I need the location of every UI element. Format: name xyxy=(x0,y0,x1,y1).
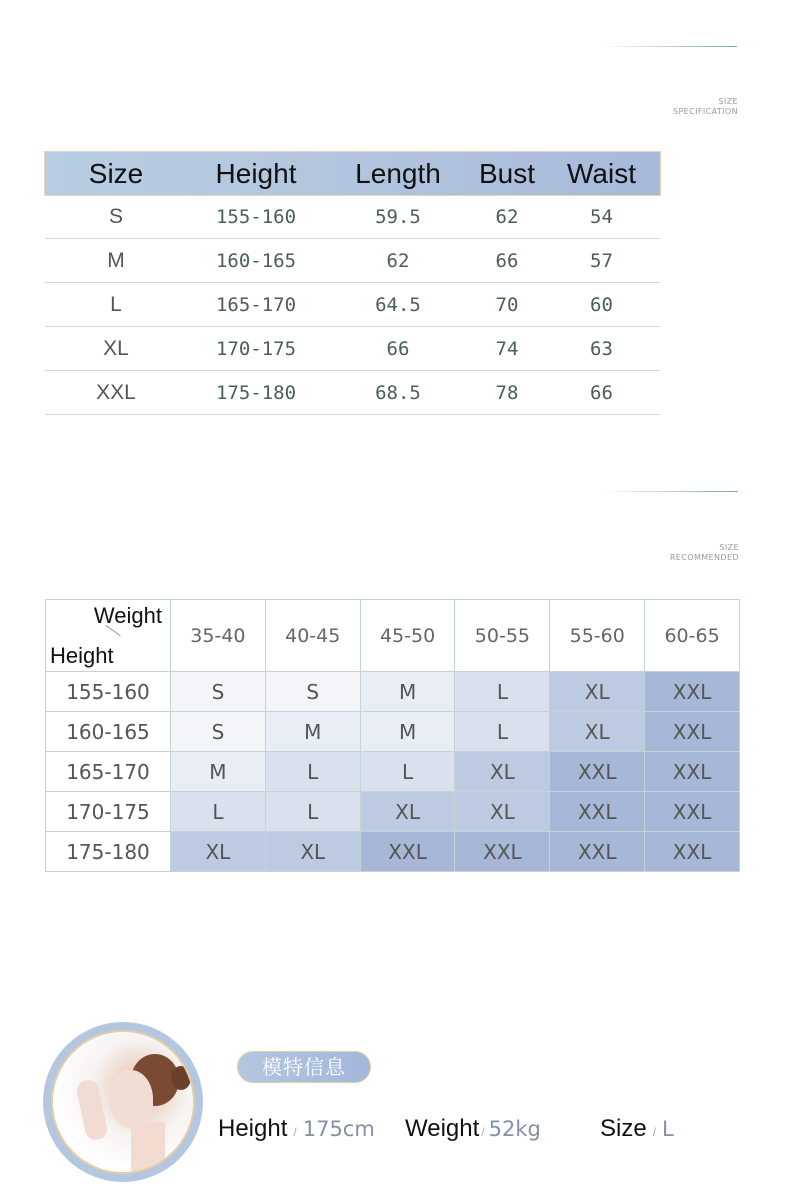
hand-shape xyxy=(75,1078,109,1141)
size-label: Size xyxy=(600,1115,647,1142)
recommended-size-cell: M xyxy=(171,752,266,792)
column-header-bust: Bust xyxy=(478,157,536,189)
table-row xyxy=(45,283,660,327)
table-row xyxy=(46,712,740,752)
decorative-line xyxy=(600,46,737,47)
weight-column-header: 60-65 xyxy=(645,600,740,672)
weight-column-header: 55-60 xyxy=(550,600,645,672)
height-value: 175cm xyxy=(302,1117,375,1141)
cell-length: 59.5 xyxy=(325,195,471,239)
model-avatar xyxy=(43,1022,203,1182)
cell-bust: 66 xyxy=(471,239,543,283)
cell-waist: 66 xyxy=(543,371,660,415)
cell-size: L xyxy=(45,283,187,327)
cell-waist: 63 xyxy=(543,327,660,371)
recommended-size-cell: M xyxy=(265,712,360,752)
weight-column-header: 50-55 xyxy=(455,600,550,672)
recommended-size-cell: XXL xyxy=(645,712,740,752)
column-header-waist: Waist xyxy=(567,157,636,189)
corner-height-label: Height xyxy=(50,643,114,668)
height-row-header: 160-165 xyxy=(46,712,171,752)
cell-length: 62 xyxy=(325,239,471,283)
recommended-size-cell: L xyxy=(455,712,550,752)
weight-label: Weight xyxy=(405,1115,480,1142)
recommended-size-cell: L xyxy=(455,672,550,712)
label-line-1: SIZE xyxy=(719,543,739,552)
decorative-line xyxy=(600,491,738,492)
table-row xyxy=(45,371,660,415)
recommended-size-cell: XXL xyxy=(645,672,740,712)
cell-height: 165-170 xyxy=(187,283,325,327)
label-line-2: RECOMMENDED xyxy=(669,553,739,562)
cell-bust: 70 xyxy=(471,283,543,327)
recommended-size-cell: XL xyxy=(455,752,550,792)
table-row xyxy=(45,239,660,283)
weight-column-header: 45-50 xyxy=(360,600,455,672)
recommended-size-cell: XL xyxy=(265,832,360,872)
separator: / xyxy=(652,1125,657,1139)
table-header-row xyxy=(46,600,740,672)
column-header-length: Length xyxy=(355,157,441,189)
section-label-recommended xyxy=(600,543,739,563)
height-row-header: 155-160 xyxy=(46,672,171,712)
cell-length: 66 xyxy=(325,327,471,371)
recommended-size-cell: M xyxy=(360,712,455,752)
cell-height: 155-160 xyxy=(187,195,325,239)
recommended-size-cell: L xyxy=(265,792,360,832)
recommended-size-cell: XL xyxy=(455,792,550,832)
recommended-size-cell: XL xyxy=(171,832,266,872)
separator: / xyxy=(293,1125,297,1139)
height-row-header: 165-170 xyxy=(46,752,171,792)
table-row xyxy=(46,672,740,712)
recommended-size-cell: XXL xyxy=(550,832,645,872)
model-weight-info xyxy=(405,1115,541,1143)
cell-bust: 74 xyxy=(471,327,543,371)
table-row xyxy=(46,792,740,832)
separator: / xyxy=(481,1125,485,1139)
size-specification-table xyxy=(45,152,660,415)
cell-size: S xyxy=(45,195,187,239)
cell-bust: 78 xyxy=(471,371,543,415)
cell-length: 64.5 xyxy=(325,283,471,327)
recommended-size-cell: L xyxy=(360,752,455,792)
model-photo xyxy=(51,1030,195,1174)
cell-size: XXL xyxy=(45,371,187,415)
table-row xyxy=(46,832,740,872)
weight-value: 52kg xyxy=(488,1117,541,1141)
weight-column-header: 40-45 xyxy=(265,600,360,672)
recommended-size-cell: XXL xyxy=(360,832,455,872)
recommended-size-cell: XXL xyxy=(550,792,645,832)
column-header-size: Size xyxy=(88,157,144,189)
cell-waist: 54 xyxy=(543,195,660,239)
corner-weight-label: Weight xyxy=(93,603,162,628)
recommended-size-cell: XXL xyxy=(455,832,550,872)
recommended-size-cell: XL xyxy=(550,712,645,752)
recommended-size-cell: L xyxy=(171,792,266,832)
cell-waist: 57 xyxy=(543,239,660,283)
model-height-info xyxy=(218,1115,375,1143)
column-header-height: Height xyxy=(215,157,297,189)
recommended-size-cell: XXL xyxy=(645,752,740,792)
cell-size: M xyxy=(45,239,187,283)
label-line-1: SIZE xyxy=(718,97,738,106)
size-recommendation-table xyxy=(45,599,740,872)
height-row-header: 170-175 xyxy=(46,792,171,832)
weight-column-header: 35-40 xyxy=(171,600,266,672)
cell-bust: 62 xyxy=(471,195,543,239)
hair-bun-shape xyxy=(171,1066,191,1090)
face-shape xyxy=(109,1070,153,1128)
corner-header xyxy=(46,600,171,672)
recommended-size-cell: XL xyxy=(360,792,455,832)
table-row xyxy=(45,327,660,371)
table-header-row xyxy=(45,152,660,195)
recommended-size-cell: S xyxy=(171,672,266,712)
neck-shape xyxy=(131,1122,165,1172)
recommended-size-cell: XXL xyxy=(645,832,740,872)
recommended-size-cell: L xyxy=(265,752,360,792)
cell-height: 175-180 xyxy=(187,371,325,415)
recommended-size-cell: XXL xyxy=(645,792,740,832)
model-size-info xyxy=(600,1115,674,1143)
size-value: L xyxy=(662,1117,674,1141)
height-label: Height xyxy=(218,1115,288,1142)
recommended-size-cell: S xyxy=(265,672,360,712)
cell-length: 68.5 xyxy=(325,371,471,415)
cell-height: 170-175 xyxy=(187,327,325,371)
table-row xyxy=(46,752,740,792)
section-label-specification xyxy=(600,97,738,117)
recommended-size-cell: XL xyxy=(550,672,645,712)
height-row-header: 175-180 xyxy=(46,832,171,872)
recommended-size-cell: M xyxy=(360,672,455,712)
label-line-2: SPECIFICATION xyxy=(672,107,738,116)
cell-height: 160-165 xyxy=(187,239,325,283)
cell-size: XL xyxy=(45,327,187,371)
recommended-size-cell: XXL xyxy=(550,752,645,792)
recommended-size-cell: S xyxy=(171,712,266,752)
cell-waist: 60 xyxy=(543,283,660,327)
table-row xyxy=(45,195,660,239)
model-info-badge: 模特信息 xyxy=(237,1051,371,1083)
